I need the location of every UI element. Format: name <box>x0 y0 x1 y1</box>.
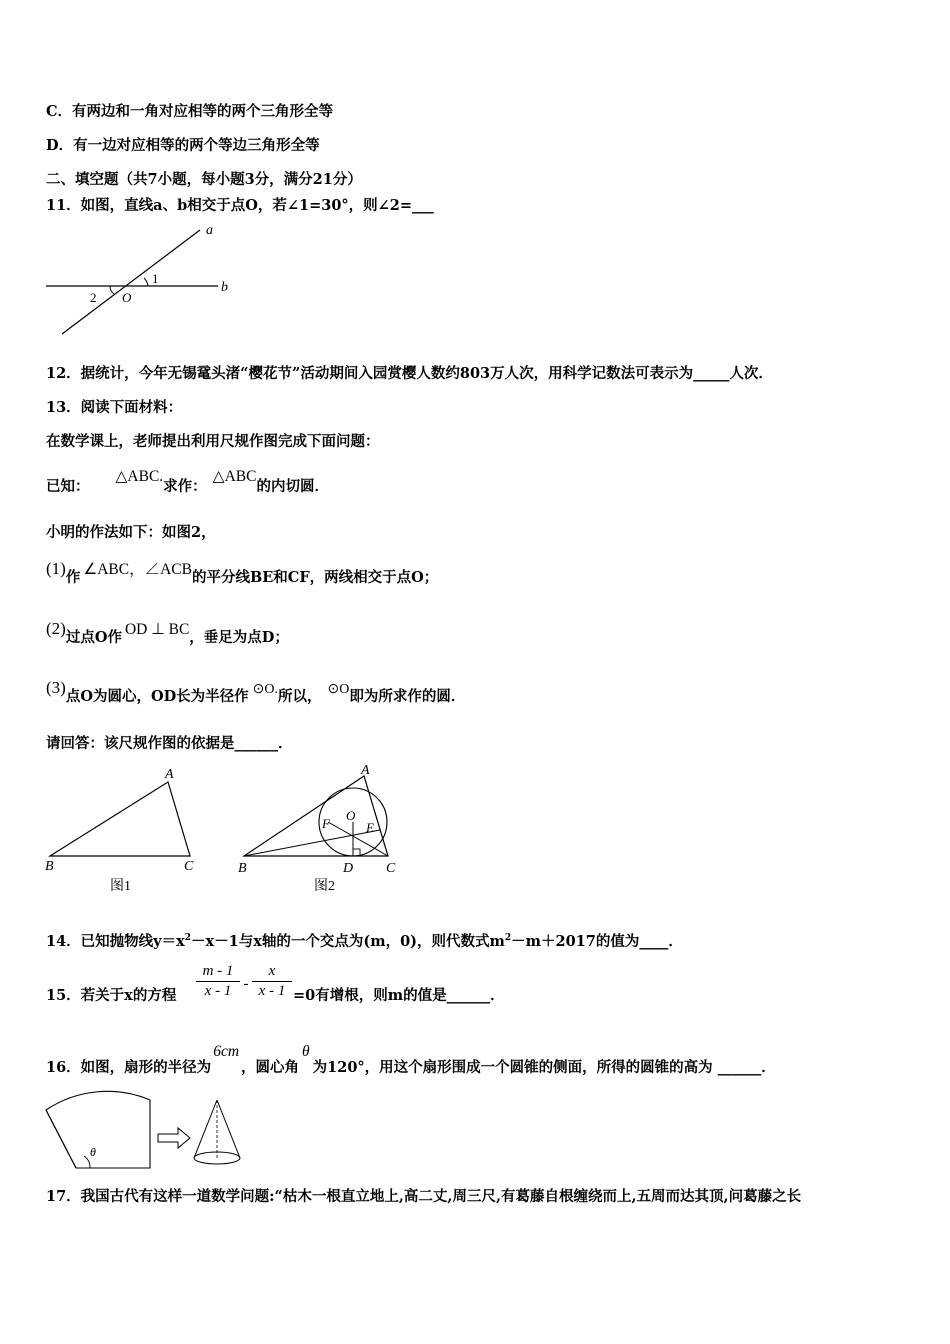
fig2-label-b: B <box>238 861 247 876</box>
label-a: a <box>206 223 213 238</box>
fig2-caption: 图2 <box>314 879 335 894</box>
q13-figure-1 <box>40 764 210 894</box>
step-3-b: 所以， <box>278 688 322 705</box>
question-11: 11．如图，直线a、b相交于点O，若∠1=30°，则∠2=___ <box>46 197 434 214</box>
step-2-num: (2) <box>46 619 66 638</box>
step-3-math2: ⊙O <box>327 682 350 697</box>
fig1-caption: 图1 <box>110 879 131 894</box>
question-13-intro: 在数学课上，老师提出利用尺规作图完成下面问题： <box>46 433 380 450</box>
find-math: △ABC <box>212 468 257 485</box>
step-1-a: 作 <box>65 569 81 586</box>
step-3 <box>46 678 466 705</box>
step-2-b: ，垂足为点D； <box>189 629 289 646</box>
q16-radius: 6cm <box>213 1043 240 1060</box>
fig1-label-a: A <box>165 767 174 782</box>
find-tail: 的内切圆． <box>256 478 329 495</box>
known-math: △ABC. <box>115 468 164 485</box>
step-1-math: ∠ABC，∠ACB <box>83 561 192 578</box>
fig2-label-o: O <box>346 808 356 823</box>
fraction-1-denominator: x - 1 <box>204 983 232 999</box>
q16-figure <box>42 1096 262 1178</box>
sector-theta: θ <box>90 1145 96 1159</box>
step-3-c: 即为所求作的圆． <box>349 688 466 705</box>
step-1 <box>46 559 439 586</box>
fig2-label-a: A <box>361 763 370 778</box>
question-12: 12．据统计，今年无锡鼋头渚“樱花节”活动期间入园赏樱人数约803万人次，用科学记数法可表示为_____人次． <box>46 365 773 382</box>
step-3-num: (3) <box>46 678 66 697</box>
q14-sup-2: 2 <box>504 933 512 943</box>
q14-a: 14．已知抛物线y＝x <box>46 932 185 950</box>
fraction-2 <box>252 963 292 1000</box>
fig1-label-c: C <box>184 859 194 874</box>
question-17: 17．我国古代有这样一道数学问题:“枯木一根直立地上,高二丈,周三尺,有葛藤自根缠绕而上,五周而达其顶,问葛藤之长 <box>46 1188 802 1205</box>
q13-figure-2 <box>236 760 416 896</box>
section-header: 二、填空题（共7小题，每小题3分，满分21分） <box>46 171 362 188</box>
question-14 <box>46 929 683 951</box>
step-1-num: (1) <box>46 559 66 578</box>
fig2-label-d: D <box>343 861 354 876</box>
fig2-label-e: E <box>366 820 374 835</box>
question-15-b: =0有增根，则m的值是______． <box>293 987 505 1004</box>
step-3-math1: ⊙O. <box>252 682 279 697</box>
q16-theta: θ <box>302 1043 310 1060</box>
q16-c: 为120°，用这个扇形围成一个圆锥的侧面，所得的圆锥的高为 ______． <box>312 1059 776 1076</box>
find-label: 求作： <box>163 478 207 495</box>
fig2-label-f: F <box>322 816 330 831</box>
q14-c: －m＋2017的值为____． <box>511 932 683 950</box>
known-label: 已知： <box>46 478 90 495</box>
question-13-known <box>46 468 329 495</box>
option-c: C．有两边和一角对应相等的两个三角形全等 <box>46 103 334 120</box>
q11-figure <box>40 222 240 340</box>
fraction-2-numerator: x <box>252 963 292 982</box>
question-13-title: 13．阅读下面材料： <box>46 399 183 416</box>
step-2 <box>46 619 289 646</box>
fraction-1 <box>196 963 240 1000</box>
step-2-a: 过点O作 <box>65 629 122 646</box>
option-d: D．有一边对应相等的两个等边三角形全等 <box>46 137 320 154</box>
fig1-label-b: B <box>45 859 54 874</box>
fraction-1-numerator: m - 1 <box>196 963 240 982</box>
step-2-math: OD ⊥ BC <box>124 621 190 638</box>
q14-b: －x－1与x轴的一个交点为(m，0)，则代数式m <box>191 932 505 950</box>
question-16 <box>46 1043 776 1077</box>
question-15-a: 15．若关于x的方程 <box>46 987 177 1004</box>
question-13-ask: 请回答：该尺规作图的依据是______． <box>46 735 293 752</box>
label-angle-2: 2 <box>90 290 97 305</box>
fig2-label-c: C <box>386 861 396 876</box>
label-b: b <box>221 280 228 295</box>
fraction-2-denominator: x - 1 <box>258 983 286 999</box>
step-1-b: 的平分线BE和CF，两线相交于点O； <box>191 569 439 586</box>
label-angle-1: 1 <box>152 271 159 286</box>
q16-a: 16．如图，扇形的半径为 <box>46 1059 212 1076</box>
q14-sup-1: 2 <box>184 933 192 943</box>
question-13-method: 小明的作法如下：如图2， <box>46 524 216 541</box>
minus-sign: - <box>243 976 249 992</box>
step-3-a: 点O为圆心，OD长为半径作 <box>65 688 249 705</box>
label-o: O <box>122 290 132 305</box>
q16-b: ，圆心角 <box>241 1059 300 1076</box>
